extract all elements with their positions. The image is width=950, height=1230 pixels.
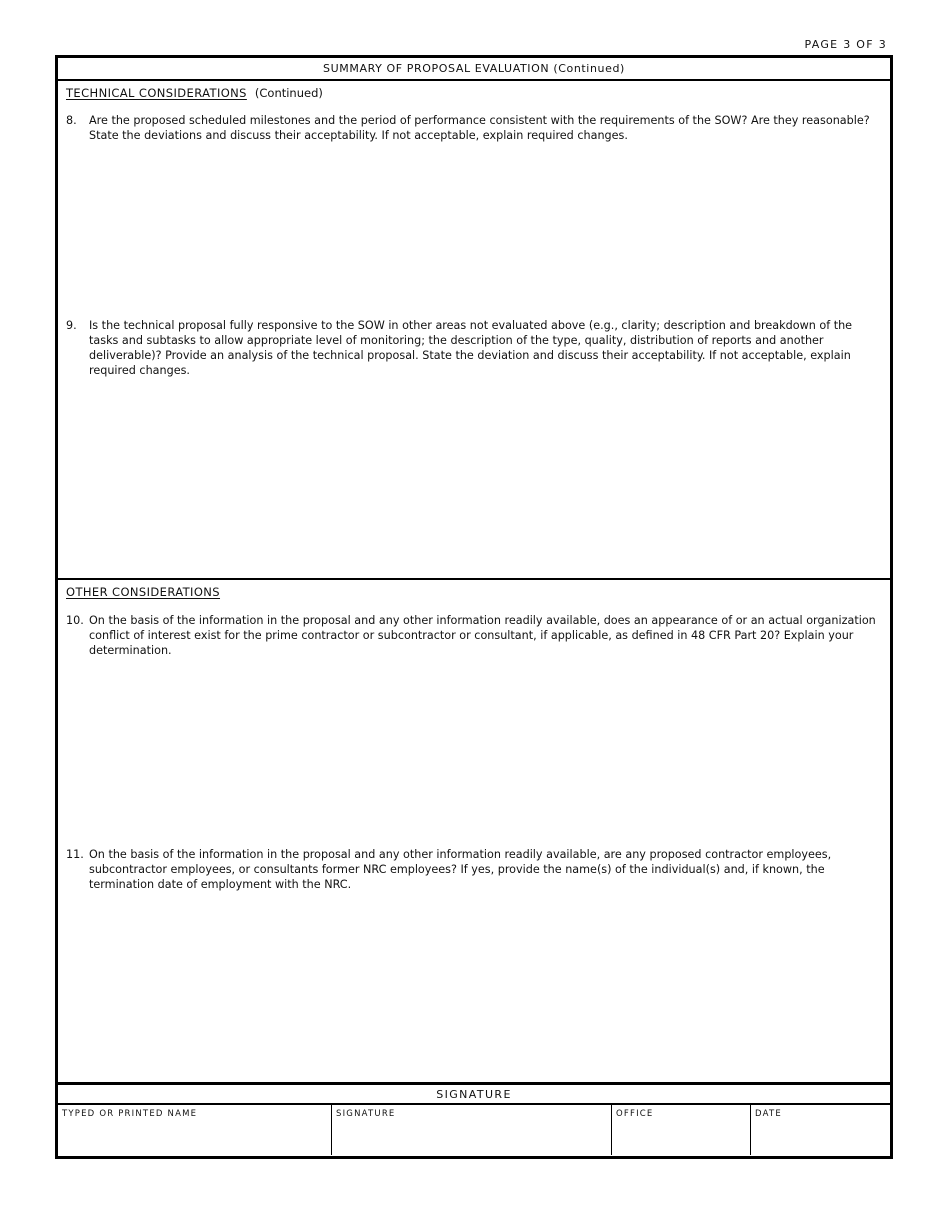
other-considerations-section (58, 580, 890, 1085)
signature-block (58, 1085, 890, 1155)
signature-row (58, 1105, 890, 1155)
question-11-response-area[interactable] (66, 898, 882, 1078)
question-9 (66, 318, 876, 378)
date-label: DATE (755, 1109, 782, 1119)
other-section-title (66, 585, 220, 599)
office-label: OFFICE (616, 1109, 654, 1119)
other-title-text: OTHER CONSIDERATIONS (66, 585, 221, 599)
office-field[interactable] (612, 1105, 751, 1155)
evaluation-form (55, 55, 893, 1159)
typed-name-label: TYPED OR PRINTED NAME (62, 1109, 198, 1119)
technical-title-text: TECHNICAL CONSIDERATIONS (66, 86, 247, 100)
date-field[interactable] (751, 1105, 890, 1155)
technical-title-suffix: (Continued) (254, 86, 323, 100)
page-number: PAGE 3 OF 3 (804, 38, 887, 51)
question-11-text: On the basis of the information in the proposal and any other information readily available, are any proposed contractor employees, subcontractor employees, or consultants former NRC employees? If yes, provide the name(s) of the individual(s) and, if known, the termination date of employment with the NRC. (89, 848, 832, 891)
question-9-response-area[interactable] (66, 371, 882, 571)
question-10-number: 10. (66, 614, 84, 627)
question-9-text: Is the technical proposal fully responsive to the SOW in other areas not evaluated above (e.g., clarity; description and breakdown of the tasks and subtasks to allow appropriate level of monitoring; the description of the type, quality, distribution of reports and another deliverable)? Provide an analysis of the technical proposal. State the deviation and discuss their acceptability. If not acceptable, explain required changes. (89, 319, 853, 377)
question-10-text: On the basis of the information in the proposal and any other information readily available, does an appearance of or an actual organization conflict of interest exist for the prime contractor or subcontractor or consultant, if applicable, as defined in 48 CFR Part 20? Explain your determination. (89, 614, 876, 657)
signature-field[interactable] (332, 1105, 612, 1155)
question-10-response-area[interactable] (66, 650, 882, 840)
technical-section-title (66, 86, 323, 100)
question-11-number: 11. (66, 848, 84, 861)
form-header: SUMMARY OF PROPOSAL EVALUATION (Continued) (58, 58, 890, 81)
signature-header: SIGNATURE (58, 1085, 890, 1105)
question-9-number: 9. (66, 319, 77, 332)
question-8 (66, 113, 876, 143)
question-8-response-area[interactable] (66, 147, 882, 312)
typed-name-field[interactable] (58, 1105, 332, 1155)
question-8-text: Are the proposed scheduled milestones and the period of performance consistent with the requirements of the SOW? Are they reasonable? State the deviations and discuss their acceptability. If not acceptable, explain required changes. (89, 114, 870, 142)
question-8-number: 8. (66, 114, 77, 127)
signature-label: SIGNATURE (336, 1109, 396, 1119)
technical-considerations-section (58, 81, 890, 580)
question-11 (66, 847, 876, 892)
